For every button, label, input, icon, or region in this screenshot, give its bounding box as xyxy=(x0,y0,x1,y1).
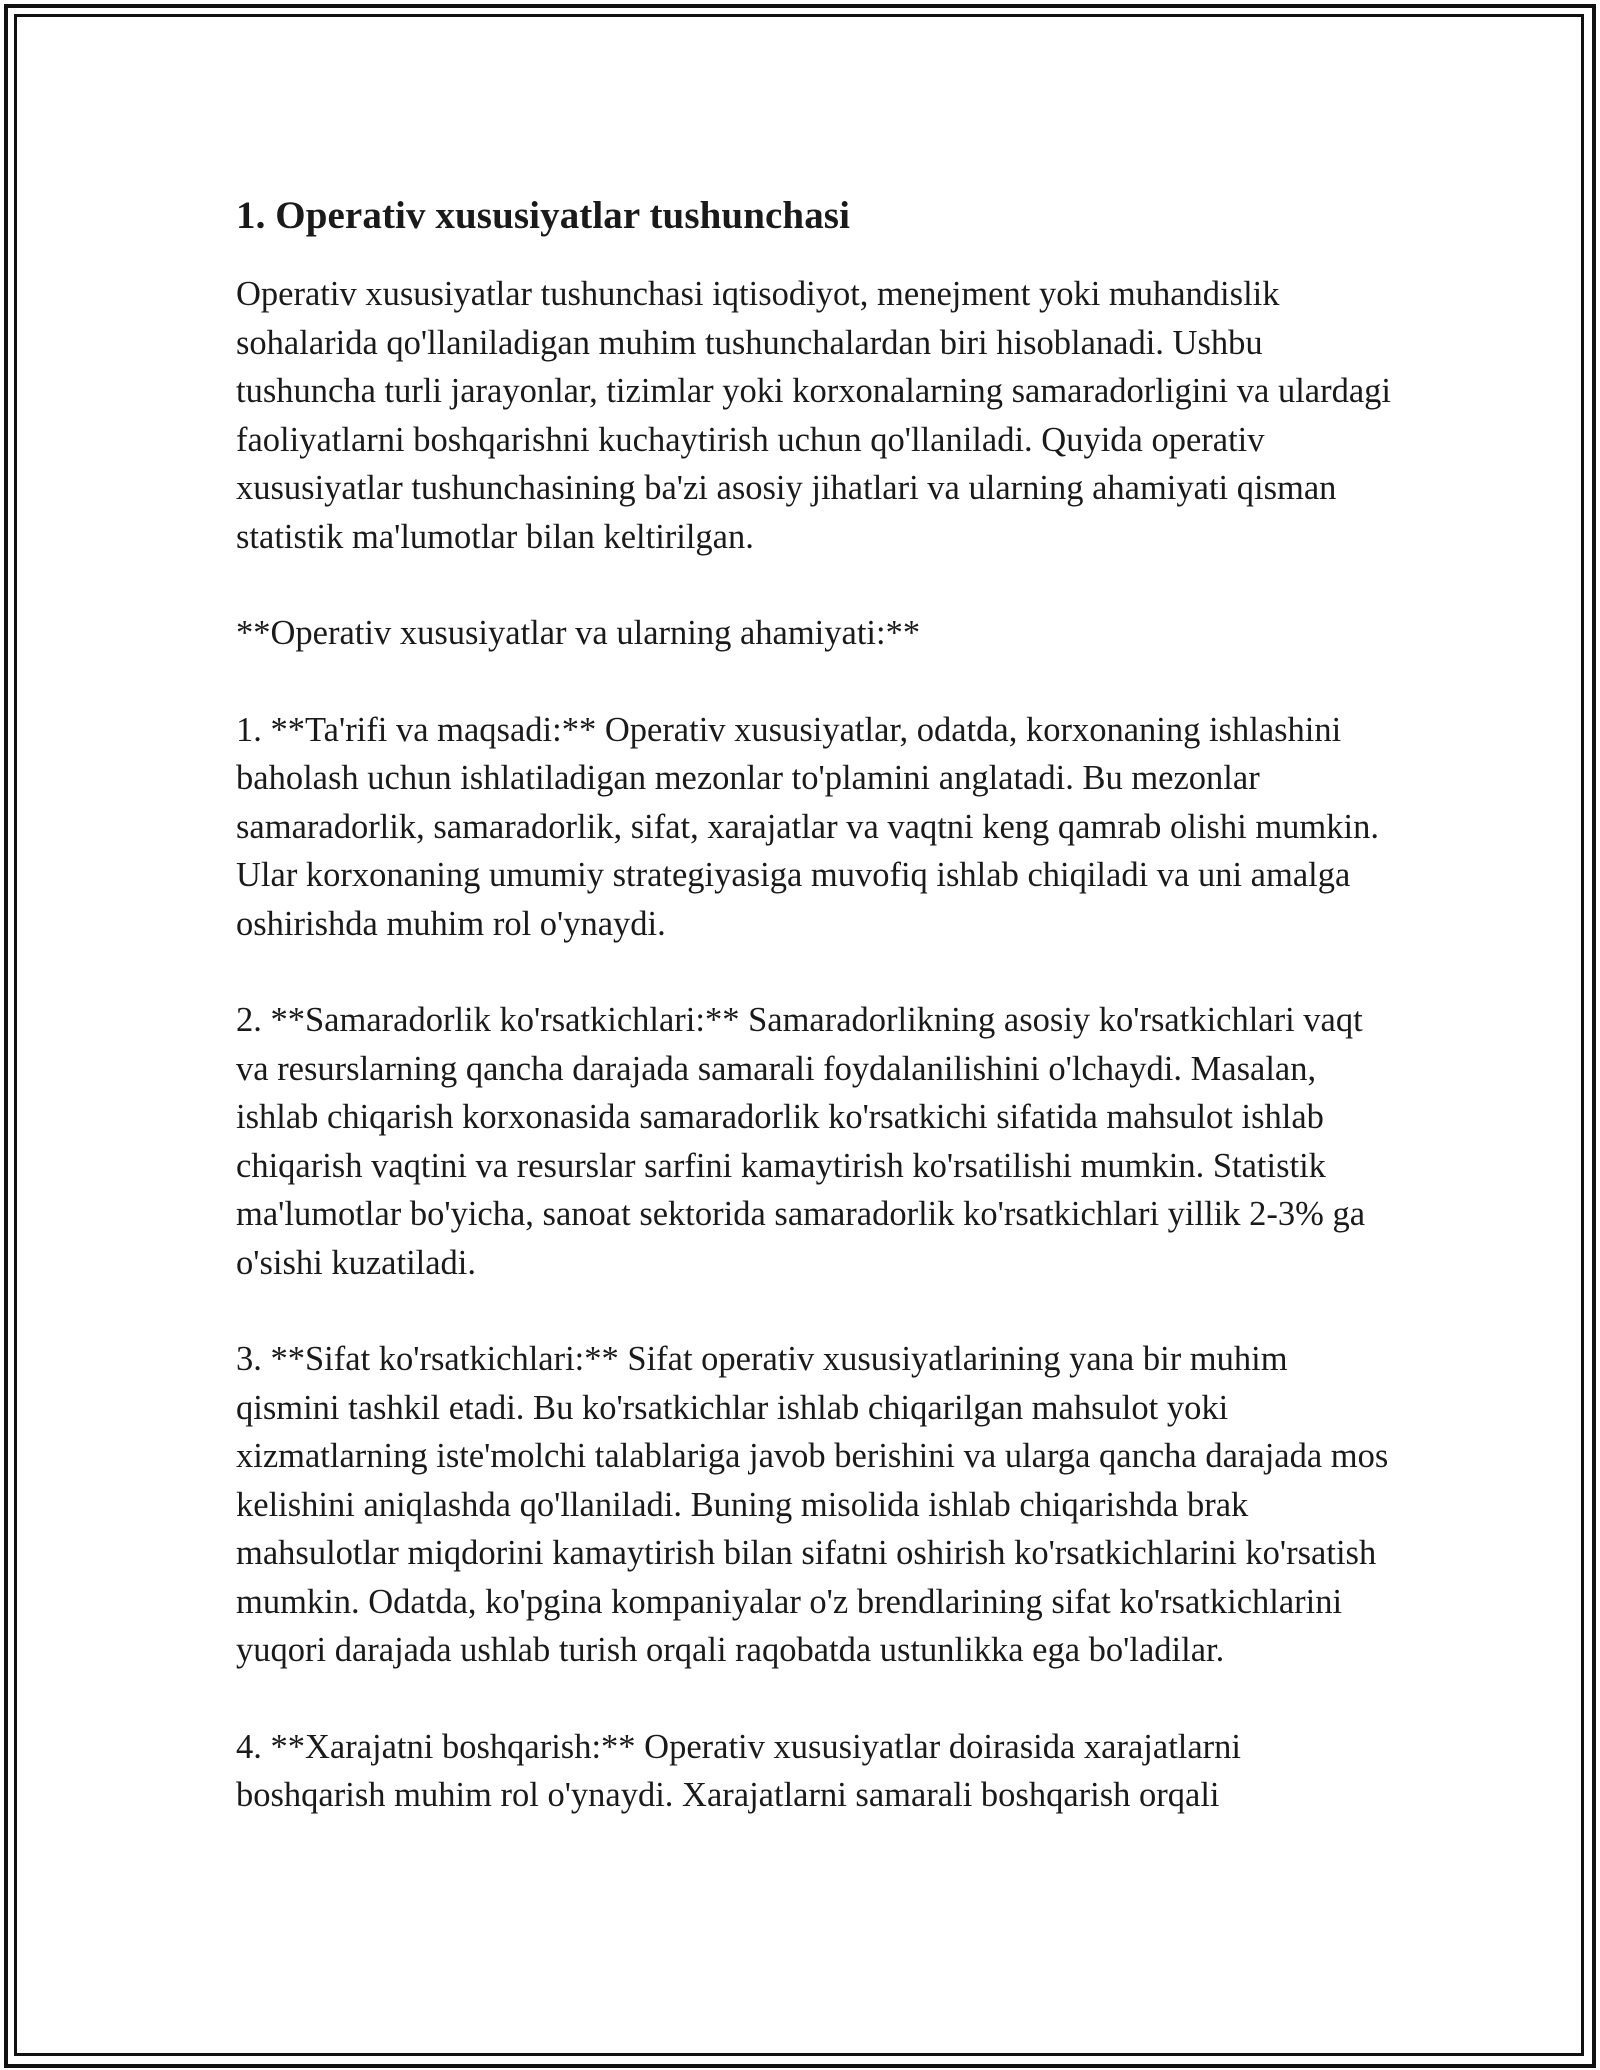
list-item-cost-management: 4. **Xarajatni boshqarish:** Operativ xususiyatlar doirasida xarajatlarni boshqarish muhim rol o'ynaydi. Xarajatlarni samarali boshqarish orqali xyxy=(236,1727,1241,1814)
list-item-quality: 3. **Sifat ko'rsatkichlari:** Sifat operativ xususiyatlarining yana bir muhim qismini tashkil etadi. Bu ko'rsatkichlar ishlab chiqarilgan mahsulot yoki xizmatlarning iste'molchi talablariga javob berishini va ularga qancha darajada mos kelishini aniqlashda qo'llaniladi. Buning misolida ishlab chiqarishda brak mahsulotlar miqdorini kamaytirish bilan sifatni oshirish ko'rsatkichlarini ko'rsatish mumkin. Odatda, ko'pgina kompaniyalar o'z brendlarining sifat ko'rsatkichlarini yuqori darajada ushlab turish orqali raqobatda ustunlikka ega bo'ladilar. xyxy=(236,1340,1389,1669)
intro-paragraph: Operativ xususiyatlar tushunchasi iqtisodiyot, menejment yoki muhandislik sohalarida qo'llaniladigan muhim tushunchalardan biri hisoblanadi. Ushbu tushuncha turli jarayonlar, tizimlar yoki korxonalarning samaradorligini va ulardagi faoliyatlarni boshqarishni kuchaytirish uchun qo'llaniladi. Quyida operativ xususiyatlar tushunchasining ba'zi asosiy jihatlari va ularning ahamiyati qisman statistik ma'lumotlar bilan keltirilgan. xyxy=(236,275,1391,556)
list-item-efficiency: 2. **Samaradorlik ko'rsatkichlari:** Samaradorlikning asosiy ko'rsatkichlari vaqt va resurslarning qancha darajada samarali foydalanilishini o'lchaydi. Masalan, ishlab chiqarish korxonasida samaradorlik ko'rsatkichi sifatida mahsulot ishlab chiqarish vaqtini va resurslar sarfini kamaytirish ko'rsatilishi mumkin. Statistik ma'lumotlar bo'yicha, sanoat sektorida samaradorlik ko'rsatkichlari yillik 2-3% ga o'sishi kuzatiladi. xyxy=(236,1001,1366,1282)
section-heading-paragraph: **Operativ xususiyatlar va ularning ahamiyati:** xyxy=(236,614,921,652)
document-title: 1. Operativ xususiyatlar tushunchasi xyxy=(236,194,851,237)
list-item-definition: 1. **Ta'rifi va maqsadi:** Operativ xususiyatlar, odatda, korxonaning ishlashini baholash uchun ishlatiladigan mezonlar to'plamini anglatadi. Bu mezonlar samaradorlik, samaradorlik, sifat, xarajatlar va vaqtni keng qamrab olishi mumkin. Ular korxonaning umumiy strategiyasiga muvofiq ishlab chiqiladi va uni amalga oshirishda muhim rol o'ynaydi. xyxy=(236,710,1379,943)
document-body xyxy=(236,184,1396,1868)
